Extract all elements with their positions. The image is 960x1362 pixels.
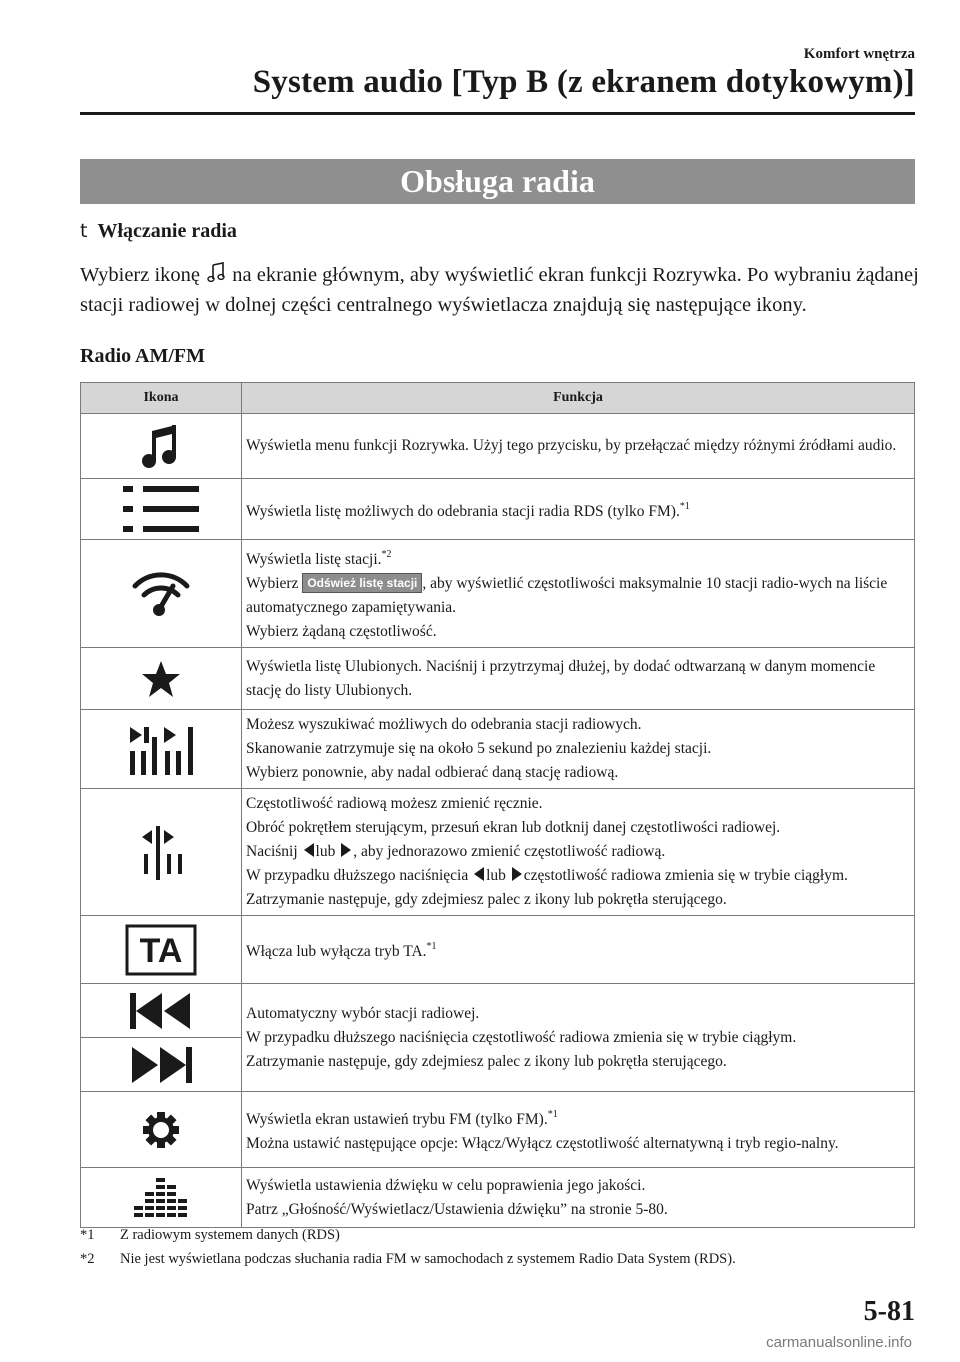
refresh-list-button[interactable]: Odśwież listę stacji xyxy=(302,573,422,593)
table-row xyxy=(81,648,915,710)
function-table xyxy=(80,382,915,1228)
row-text: Wyświetla ustawienia dźwięku w celu poprawienia jego jakości. Patrz „Głośność/Wyświetlacz/Ustawienia dźwięku” na stronie 5-80. xyxy=(242,1168,915,1228)
subsection-title: Włączanie radia xyxy=(97,220,237,242)
row-text: Włącza lub wyłącza tryb TA.$^{*1}$ xyxy=(242,916,915,984)
table-row xyxy=(81,916,915,984)
header-function-col: Funkcja xyxy=(242,383,915,414)
intro-text-a: Wybierz ikonę xyxy=(80,264,201,286)
ta-icon xyxy=(125,924,197,976)
ta-icon-label: TA xyxy=(139,931,183,970)
triangle-left-icon xyxy=(474,867,484,881)
table-row xyxy=(81,710,915,789)
subsection-heading xyxy=(80,220,237,243)
watermark: carmanualsonline.info xyxy=(766,1334,912,1351)
triangle-right-icon xyxy=(512,867,522,881)
music-note-icon xyxy=(136,421,186,471)
table-row xyxy=(81,479,915,540)
bullet-icon: t xyxy=(80,220,88,242)
manual-tune-icon xyxy=(136,824,186,880)
footnote: *1 Z radiowym systemem danych (RDS) xyxy=(80,1227,340,1243)
equalizer-icon xyxy=(131,1176,191,1220)
seek-forward-icon xyxy=(128,1045,194,1085)
header-section: Komfort wnętrza xyxy=(803,46,915,62)
footnote: *2 Nie jest wyświetlana podczas słuchania radia FM w samochodach z systemem Radio Data System (RDS). xyxy=(80,1251,736,1267)
page-number: 5-81 xyxy=(863,1296,915,1327)
page-title: System audio [Typ B (z ekranem dotykowym)] xyxy=(252,64,915,100)
table-header-row xyxy=(81,383,915,414)
table-row xyxy=(81,1168,915,1228)
row-text: Wyświetla menu funkcji Rozrywka. Użyj tego przycisku, by przełączać między różnymi źródłami audio. xyxy=(242,414,915,479)
intro-text-b: na ekranie głównym, aby wyświetlić ekran funkcji Rozrywka. Po wybraniu żądanej stacji radiowej w dolnej części centralnego wyświetlacza znajdują się następujące ikony. xyxy=(80,264,919,316)
row-text: Wyświetla listę stacji.$^{*2}$ Wybierz Odśwież listę stacji , aby wyświetlić częstotliwości maksymalnie 10 stacji radio-wych na liście automatycznego zapamiętywania. Wybierz żądaną częstotliwość. xyxy=(242,540,915,648)
table-row xyxy=(81,789,915,916)
seek-back-icon xyxy=(128,991,194,1031)
header-rule xyxy=(80,112,915,115)
row-text: Częstotliwość radiową możesz zmienić ręcznie. Obróć pokrętłem sterującym, przesuń ekran lub dotknij danej częstotliwości radiowej. Naciśnij lub , aby jednorazowo zmienić częstotliwość radiową. W przypadku dłuższego naciśnięcia lub częstotliwość radiowa zmienia się w trybie ciągłym. Zatrzymanie następuje, gdy zdejmiesz palec z ikony lub pokrętła sterującego. xyxy=(242,789,915,916)
row-text: Wyświetla listę możliwych do odebrania stacji radia RDS (tylko FM).$^{*1}$ xyxy=(242,479,915,540)
radio-antenna-icon xyxy=(131,570,191,618)
radio-heading: Radio AM/FM xyxy=(80,345,205,367)
table-row xyxy=(81,1092,915,1168)
row-text: Automatyczny wybór stacji radiowej. W przypadku dłuższego naciśnięcia częstotliwość radiowa zmienia się w trybie ciągłym. Zatrzymanie następuje, gdy zdejmiesz palec z ikony lub pokrętła sterującego. xyxy=(242,984,915,1092)
music-note-inline-icon xyxy=(207,262,225,284)
station-list-icon xyxy=(121,484,201,534)
intro-paragraph xyxy=(80,260,920,320)
header-icon-col: Ikona xyxy=(81,383,242,414)
table-row xyxy=(81,414,915,479)
scan-icon xyxy=(126,723,196,775)
gear-icon xyxy=(141,1110,181,1150)
row-text: Możesz wyszukiwać możliwych do odebrania stacji radiowych. Skanowanie zatrzymuje się na około 5 sekund po znalezieniu każdej stacji. Wybierz ponownie, aby nadal odbierać daną stację radiową. xyxy=(242,710,915,789)
triangle-left-icon xyxy=(304,843,314,857)
triangle-right-icon xyxy=(341,843,351,857)
table-row xyxy=(81,540,915,648)
row-text: Wyświetla ekran ustawień trybu FM (tylko FM).$^{*1}$ Można ustawić następujące opcje: Włącz/Wyłącz częstotliwość alternatywną i tryb regio-nalny. xyxy=(242,1092,915,1168)
star-icon xyxy=(141,659,181,699)
row-text: Wyświetla listę Ulubionych. Naciśnij i przytrzymaj dłużej, by dodać odtwarzaną w danym momencie stację do listy Ulubionych. xyxy=(242,648,915,710)
section-banner: Obsługa radia xyxy=(80,159,915,204)
table-row xyxy=(81,984,915,1038)
